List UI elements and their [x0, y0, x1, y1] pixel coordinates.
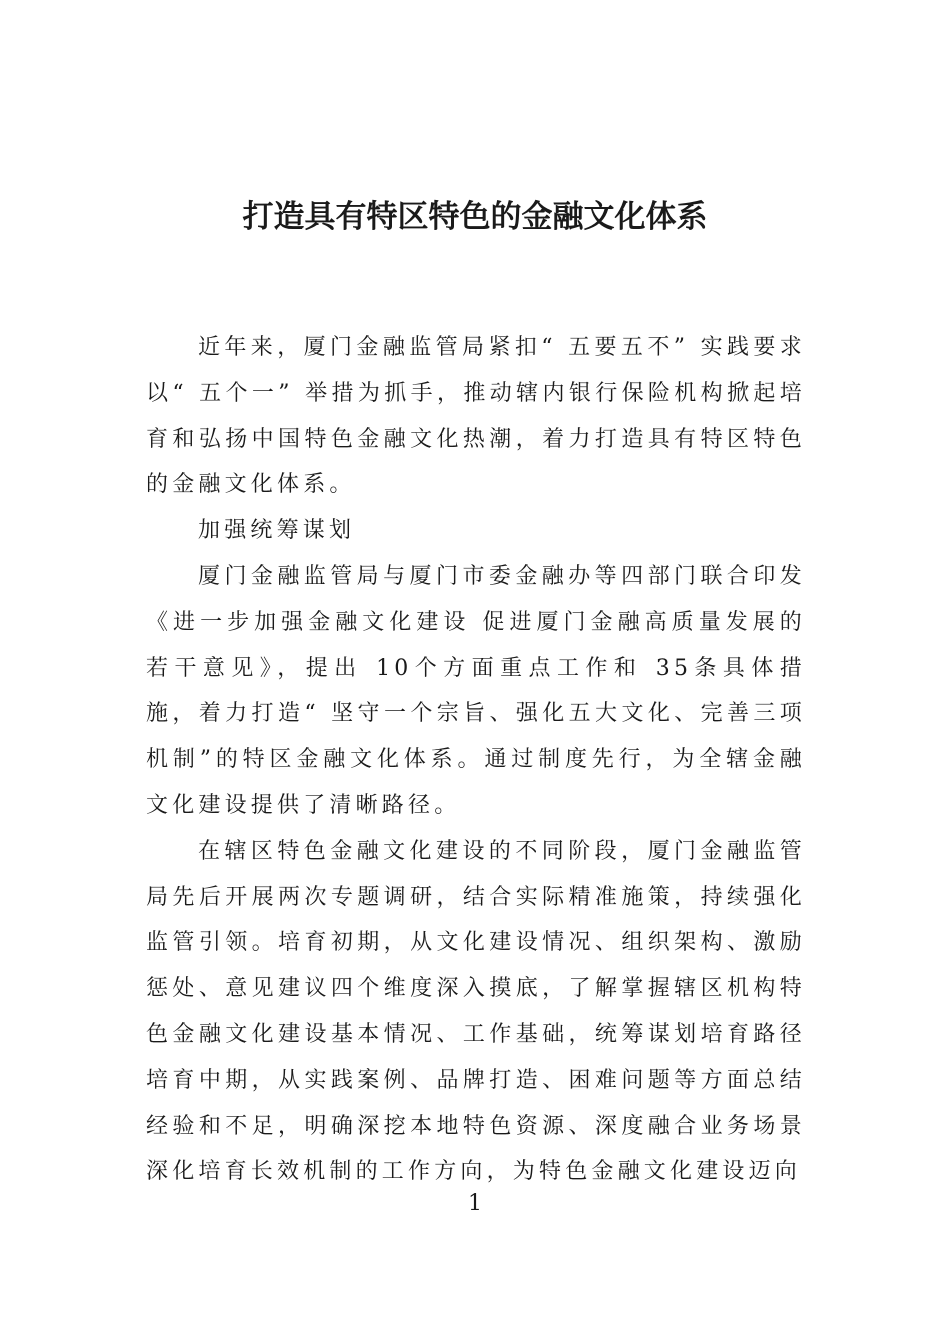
page-number: 1	[468, 1191, 482, 1216]
paragraph-intro: 近年来，厦门金融监管局紧扣“ 五要五不” 实践要求以“ 五个一” 举措为抓手，推动辖内银行保险机构掀起培育和弘扬中国特色金融文化热潮，着力打造具有特区特色的金融文化体系。	[146, 335, 806, 498]
section-heading: 加强统筹谋划	[198, 518, 356, 544]
paragraph-research: 在辖区特色金融文化建设的不同阶段，厦门金融监管局先后开展两次专题调研，结合实际精准施策，持续强化监管引领。培育初期，从文化建设情况、组织架构、激励惩处、意见建议四个维度深入摸底，了解掌握辖区机构特色金融文化建设基本情况、工作基础，统筹谋划培育路径培育中期，从实践案例、品牌打造、困难问题等方面总结经验和不足，明确深挖本地特色资源、深度融合业务场景深化培育长效机制的工作方向，为特色金融文化建设迈向	[146, 838, 806, 1185]
document-title: 打造具有特区特色的金融文化体系	[242, 199, 708, 235]
paragraph-policy: 厦门金融监管局与厦门市委金融办等四部门联合印发《进一步加强金融文化建设 促进厦门金融高质量发展的若干意见》，提出 10个方面重点工作和 35条具体措施，着力打造“ 坚守一个宗旨、强化五大文化、完善三项机制”的特区金融文化体系。通过制度先行，为全辖金融文化建设提供了清晰路径。	[146, 563, 806, 818]
document-body	[146, 325, 806, 1195]
